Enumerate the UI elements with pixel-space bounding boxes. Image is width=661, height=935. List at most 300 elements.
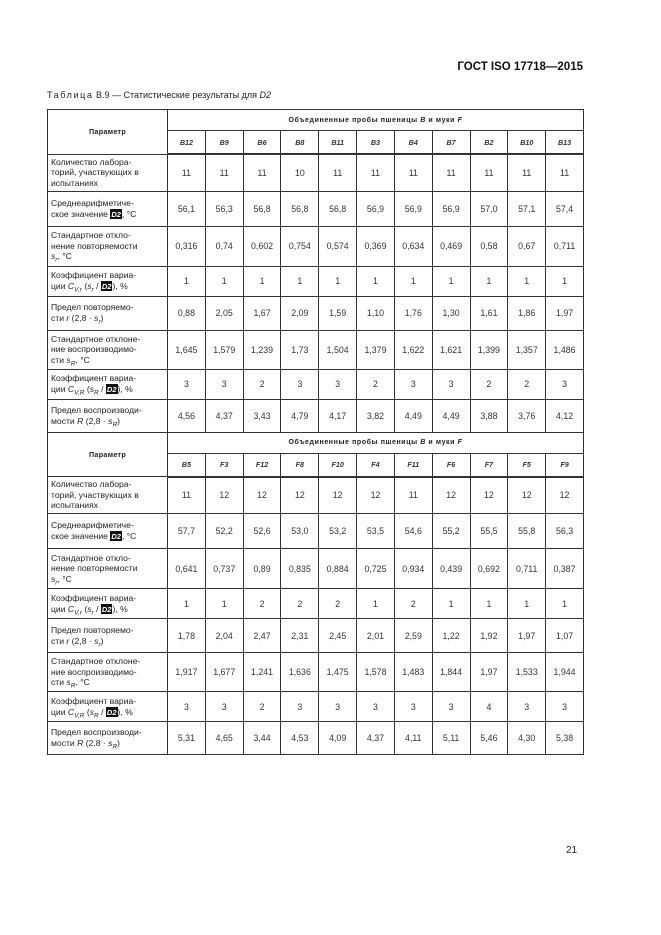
table-cell: 4,30 [508,722,546,755]
label-text: C [67,281,75,291]
table-row [48,330,584,369]
table-cell: 1,579 [205,330,243,369]
table-cell: 12 [281,477,319,514]
table-cell: 1,97 [508,619,546,653]
table-cell: 4,37 [205,399,243,432]
label-text: C [67,603,75,614]
subscript: r [91,609,94,617]
label-text: ское значение [51,531,111,541]
table-cell: 1 [205,266,243,296]
subscript: V,R [74,712,85,720]
sample-header: F4 [357,453,395,477]
sample-header: B2 [470,131,508,155]
table-cell: 4,65 [205,722,243,755]
label-text: ( [84,706,90,717]
table-cell: 0,316 [168,226,206,266]
table-cell: 1,636 [281,653,319,692]
table-cell: 2,09 [281,296,319,330]
mean-d2-symbol: D2 [111,209,121,219]
sample-header: F6 [432,453,470,477]
label-text: , °C [57,573,72,584]
table-cell: 3 [432,369,470,399]
subscript: R [94,389,99,397]
caption-number: B.9 [96,90,110,100]
label-text: r [66,313,70,323]
table-cell: 1 [243,266,281,296]
table-row [48,266,584,296]
table-cell: 0,711 [508,549,546,589]
table-cell: 3 [357,692,395,722]
table-cell: 1,504 [319,330,357,369]
table-cell: 1,76 [394,296,432,330]
label-text: s [89,706,95,717]
table-cell: 4,56 [168,399,206,432]
table-cell: 3,43 [243,399,281,432]
table-cell: 1,944 [546,653,584,692]
group-header-part: F [457,116,463,124]
table-cell: 11 [546,154,584,191]
table-cell: 1 [319,266,357,296]
sample-header: F3 [205,453,243,477]
table-cell: 3 [432,692,470,722]
table-cell: 55,5 [470,514,508,549]
label-text: R [77,738,84,748]
table-cell: 1,10 [357,296,395,330]
sample-header: B9 [205,131,243,155]
label-text: s [87,281,92,291]
table-cell: 1,399 [470,330,508,369]
label-text: мости [51,415,78,426]
param-label [48,296,168,330]
label-text: ), % [112,603,128,614]
label-text: нение повторяемости [51,240,138,251]
table-cell: 1,357 [508,330,546,369]
label-text: сти [51,354,67,365]
param-label [48,722,168,755]
sample-header: B4 [394,131,432,155]
label-text: ( [81,281,88,291]
table-cell: 0,574 [319,226,357,266]
table-cell: 3 [205,369,243,399]
table-cell: 0,439 [432,549,470,589]
label-text: s [94,313,99,323]
table-cell: 1,677 [205,653,243,692]
label-text: сти [51,313,67,323]
subscript: r [98,318,101,326]
table-cell: 2,05 [205,296,243,330]
table-cell: 1,483 [394,653,432,692]
table-cell: 3,82 [357,399,395,432]
sample-header: B5 [168,453,206,477]
table-cell: 11 [168,477,206,514]
table-cell: 3 [394,692,432,722]
label-text: s [66,677,71,688]
label-text: s [51,251,56,262]
table-row [48,589,584,619]
table-cell: 4,49 [394,399,432,432]
table-row [48,722,584,755]
table-cell: 3 [168,692,206,722]
table-cell: 2 [281,589,319,619]
table-cell: 0,89 [243,549,281,589]
table-cell: 1,621 [432,330,470,369]
label-text: R [77,415,84,426]
group-header [168,432,584,453]
table-cell: 0,934 [394,549,432,589]
mean-d2-symbol: D2 [101,282,112,291]
table-cell: 3,76 [508,399,546,432]
label-text: (2,8 · [69,313,95,323]
table-row [48,226,584,266]
table-cell: 4,12 [546,399,584,432]
table-cell: 1,61 [470,296,508,330]
label-text: , °C [75,677,90,688]
table-cell: 52,2 [205,514,243,549]
sample-header: B11 [319,131,357,155]
label-text: Коэффициент вариа- [51,270,137,281]
label-text: ции [51,281,68,291]
label-text: Стандартное отклоне- [51,656,141,667]
param-label [48,514,168,549]
table-cell: 2 [243,589,281,619]
mean-d2-symbol: D2 [106,707,117,717]
param-label [48,653,168,692]
table-cell: 12 [508,477,546,514]
table-cell: 56,8 [319,191,357,226]
table-cell: 1,622 [394,330,432,369]
param-label [48,399,168,432]
param-header: Параметр [48,110,168,155]
table-cell: 57,7 [168,514,206,549]
sample-header: F7 [470,453,508,477]
table-cell: 56,9 [357,191,395,226]
label-text: ), % [112,281,128,291]
label-text: ние воспроизводимо- [51,344,137,355]
label-text: / [98,706,106,717]
label-text: ) [117,738,121,748]
table-cell: 54,6 [394,514,432,549]
table-cell: 1,73 [281,330,319,369]
sample-header: F11 [394,453,432,477]
table-cell: 56,3 [205,191,243,226]
label-text: ции [51,384,68,394]
table-cell: 1,379 [357,330,395,369]
table-cell: 0,835 [281,549,319,589]
table-cell: 11 [243,154,281,191]
table-cell: 1 [205,589,243,619]
table-cell: 3 [394,369,432,399]
table-cell: 0,692 [470,549,508,589]
table-cell: 1,917 [168,653,206,692]
param-label [48,191,168,226]
table-cell: 56,3 [546,514,584,549]
table-cell: 2 [319,589,357,619]
label-text: (2,8 · [69,635,95,646]
sample-header: B3 [357,131,395,155]
table-caption [47,90,271,100]
param-label [48,619,168,653]
document-code: ГОСТ ISO 17718—2015 [457,61,583,73]
table-cell: 2,01 [357,619,395,653]
table-cell: 2,31 [281,619,319,653]
label-text: s [89,384,95,394]
group-header-part: Объединенные пробы пшеницы [288,439,421,446]
table-cell: 11 [168,154,206,191]
table-cell: 1 [357,589,395,619]
table-row [48,549,584,589]
table-cell: 3 [546,692,584,722]
table-row [48,369,584,399]
table-cell: 2 [508,369,546,399]
table-cell: 1 [546,589,584,619]
label-text: s [94,635,99,646]
table-cell: 56,1 [168,191,206,226]
label-text: торий, участвующих в [51,489,139,500]
table-cell: 53,5 [357,514,395,549]
table-cell: 4,53 [281,722,319,755]
table-cell: 1 [168,589,206,619]
label-text: s [66,354,71,365]
label-text: C [67,706,75,717]
table-cell: 1 [470,266,508,296]
label-text: Предел воспроизводи- [51,404,142,415]
table-cell: 4,11 [394,722,432,755]
table-cell: 10 [281,154,319,191]
label-text: сти [51,677,67,688]
table-cell: 1,86 [508,296,546,330]
group-header-part: B [420,439,426,446]
label-text: ние воспроизводимо- [51,666,137,677]
subscript: R [112,421,118,429]
label-text: Количество лабора- [51,479,132,490]
table-cell: 12 [243,477,281,514]
sample-header: B8 [281,131,319,155]
table-row [48,514,584,549]
param-label [48,692,168,722]
label-text: Предел воспроизводи- [51,727,142,738]
table-cell: 12 [546,477,584,514]
label-text: Коэффициент вариа- [51,592,137,603]
subscript: r [91,286,94,294]
table-row [48,619,584,653]
label-text: (2,8 · [83,415,109,426]
table-cell: 11 [319,154,357,191]
table-cell: 0,884 [319,549,357,589]
table-cell: 0,737 [205,549,243,589]
table-cell: 0,602 [243,226,281,266]
page-number: 21 [566,845,578,856]
table-row [48,154,584,191]
table-cell: 1,486 [546,330,584,369]
sample-header: B6 [243,131,281,155]
subscript: r [55,257,58,265]
table-cell: 5,38 [546,722,584,755]
table-cell: 2 [470,369,508,399]
table-cell: 56,8 [243,191,281,226]
table-cell: 3 [281,692,319,722]
table-cell: 1,239 [243,330,281,369]
mean-d2-symbol: D2 [111,532,121,541]
table-cell: 0,754 [281,226,319,266]
statistics-table [47,109,584,755]
table-cell: 5,46 [470,722,508,755]
label-text: мости [51,738,78,748]
table-cell: 0,67 [508,226,546,266]
table-cell: 1 [508,589,546,619]
label-text: Среднеарифметиче- [51,197,134,208]
table-row [48,399,584,432]
table-cell: 5,31 [168,722,206,755]
table-cell: 12 [205,477,243,514]
table-cell: 5,11 [432,722,470,755]
table-cell: 1,645 [168,330,206,369]
caption-prefix: Таблица [47,90,94,100]
table-cell: 57,4 [546,191,584,226]
label-text: нение повторяемости [51,563,138,574]
table-row [48,191,584,226]
label-text: ции [51,603,68,614]
label-text: , °C [57,251,72,262]
caption-text: — Статистические результаты для [109,90,260,100]
table-cell: 0,58 [470,226,508,266]
label-text: испытаниях [51,177,99,188]
label-text: ( [81,603,88,614]
table-cell: 1,22 [432,619,470,653]
table-cell: 2,59 [394,619,432,653]
label-text: Предел повторяемо- [51,624,134,635]
table-cell: 3 [205,692,243,722]
group-header [168,110,584,131]
table-row [48,653,584,692]
table-cell: 1,241 [243,653,281,692]
table-cell: 4,37 [357,722,395,755]
sample-header: F12 [243,453,281,477]
label-text: (2,8 · [83,738,109,748]
table-cell: 2 [394,589,432,619]
table-cell: 53,0 [281,514,319,549]
table-cell: 55,2 [432,514,470,549]
table-cell: 12 [319,477,357,514]
table-cell: 11 [357,154,395,191]
sample-header: F9 [546,453,584,477]
param-label [48,369,168,399]
table-cell: 56,9 [394,191,432,226]
table-cell: 1,07 [546,619,584,653]
subscript: R [112,743,118,751]
label-text: s [87,603,92,614]
table-row [48,477,584,514]
subscript: V,R [74,389,85,397]
label-text: ) [117,415,121,426]
label-text: Стандартное отклоне- [51,333,141,344]
label-text: испытаниях [51,500,99,511]
param-header: Параметр [48,432,168,477]
group-header-part: B [420,116,426,124]
table-cell: 1,97 [470,653,508,692]
subscript: V,r [74,286,82,294]
table-cell: 2,47 [243,619,281,653]
param-label [48,226,168,266]
table-cell: 1,844 [432,653,470,692]
table-cell: 4,09 [319,722,357,755]
table-cell: 0,711 [546,226,584,266]
label-text: s [51,573,56,584]
table-cell: 1 [394,266,432,296]
table-cell: 4,17 [319,399,357,432]
table-cell: 3,44 [243,722,281,755]
caption-variable: D2 [259,90,272,100]
table-cell: 1,97 [546,296,584,330]
label-text: Среднеарифметиче- [51,520,134,531]
sample-header: B12 [168,131,206,155]
param-label [48,266,168,296]
table-cell: 52,6 [243,514,281,549]
label-text: ), % [117,384,133,394]
label-text: s [108,415,113,426]
table-cell: 1,92 [470,619,508,653]
table-cell: 11 [432,154,470,191]
table-cell: 1 [546,266,584,296]
table-cell: 1 [470,589,508,619]
subscript: R [70,683,76,691]
label-text: ции [51,706,68,717]
table-cell: 0,469 [432,226,470,266]
table-cell: 0,725 [357,549,395,589]
table-cell: 2,04 [205,619,243,653]
table-cell: 3 [281,369,319,399]
label-text: C [67,384,75,394]
param-label [48,477,168,514]
label-text: торий, участвующих в [51,167,139,178]
label-text: / [93,603,101,614]
table-cell: 56,9 [432,191,470,226]
table-cell: 57,1 [508,191,546,226]
table-cell: 1,67 [243,296,281,330]
table-cell: 57,0 [470,191,508,226]
table-cell: 1,59 [319,296,357,330]
header-row [48,432,584,453]
param-label [48,330,168,369]
table-cell: 1,578 [357,653,395,692]
table-cell: 4,79 [281,399,319,432]
table-cell: 3 [319,369,357,399]
table-cell: 1,475 [319,653,357,692]
table-cell: 0,641 [168,549,206,589]
table-cell: 4,49 [432,399,470,432]
sample-header: B13 [546,131,584,155]
label-text: Стандартное откло- [51,552,131,563]
label-text: ), % [117,706,133,717]
group-header-part: F [457,439,463,446]
table-cell: 11 [394,477,432,514]
subscript: R [70,360,76,368]
label-text: / [98,384,106,394]
table-cell: 11 [394,154,432,191]
table-cell: 11 [470,154,508,191]
table-cell: 1 [168,266,206,296]
table-cell: 1 [432,589,470,619]
table-cell: 1 [508,266,546,296]
group-header-part: и муки [425,439,458,446]
label-text: s [108,738,113,748]
table-cell: 1,30 [432,296,470,330]
sample-header: B10 [508,131,546,155]
param-label [48,549,168,589]
table-cell: 1 [357,266,395,296]
table-cell: 12 [357,477,395,514]
param-label [48,589,168,619]
table-cell: 1,78 [168,619,206,653]
